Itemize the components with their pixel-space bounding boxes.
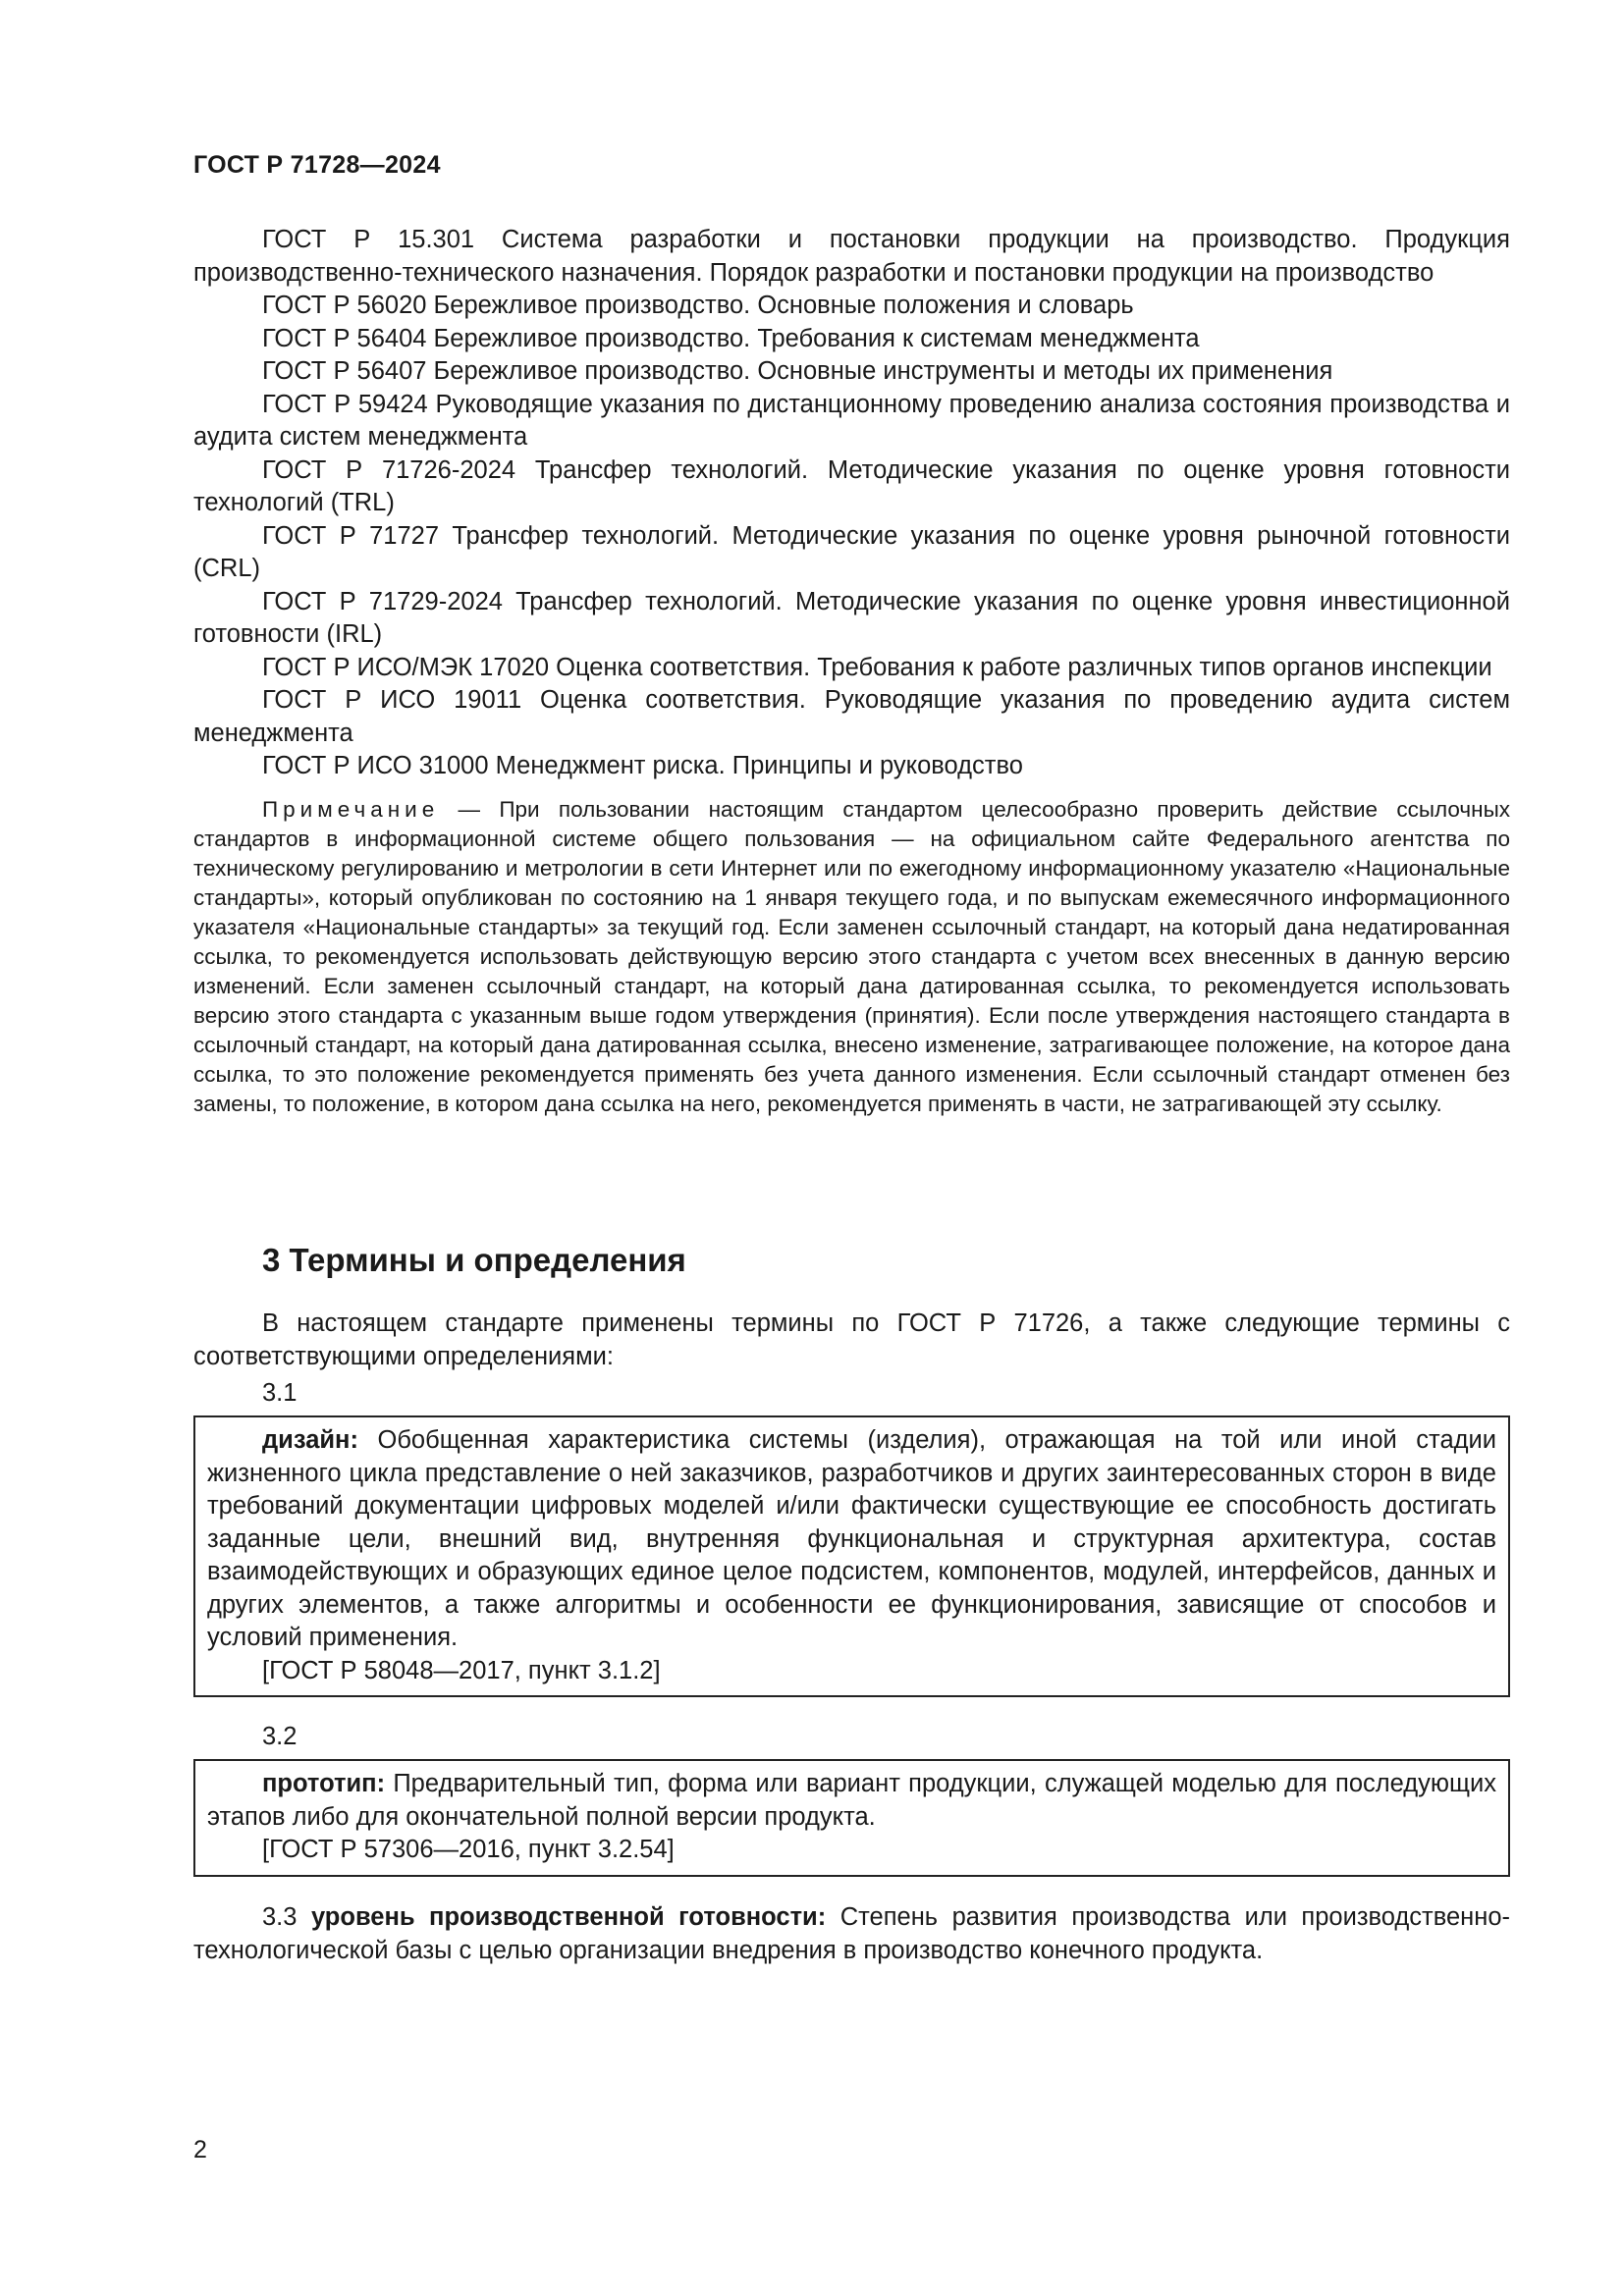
note-label: Примечание: [262, 796, 440, 822]
reference-item: ГОСТ Р 71726-2024 Трансфер технологий. Методические указания по оценке уровня готовности технологий (TRL): [193, 455, 1510, 516]
section-intro: В настоящем стандарте применены термины по ГОСТ Р 71726, а также следующие термины с соответствующими определениями:: [193, 1309, 1510, 1370]
term-paragraph-3-3: [193, 1901, 1510, 1967]
reference-item: ГОСТ Р 56020 Бережливое производство. Основные положения и словарь: [262, 292, 1134, 319]
term-number: 3.3: [262, 1903, 298, 1931]
term-source: [ГОСТ Р 57306—2016, пункт 3.2.54]: [262, 1836, 675, 1863]
term-text: Обобщенная характеристика системы (изделия), отражающая на той или иной стадии жизненного цикла представление о ней заказчиков, разработчиков и других заинтересованных сторон в виде требований документации цифровых моделей и/или фактически существующие ее способность достигать заданные цели, внешний вид, внутренняя функциональная и структурная архитектура, состав взаимодействующих и образующих единое целое подсистем, компонентов, модулей, интерфейсов, данных и других элементов, а также алгоритмы и особенности ее функционирования, зависящие от способов и условий применения.: [207, 1426, 1496, 1651]
term-box-design: [193, 1415, 1510, 1697]
term-number: 3.1: [262, 1379, 298, 1407]
term-name: дизайн:: [262, 1426, 358, 1454]
term-text: Степень развития производства или производственно-технологической базы с целью организации внедрения в производство конечного продукта.: [193, 1903, 1511, 1964]
document-header: ГОСТ Р 71728—2024: [193, 151, 441, 179]
reference-item: ГОСТ Р ИСО/МЭК 17020 Оценка соответствия. Требования к работе различных типов органов инспекции: [262, 653, 1492, 681]
term-text: Предварительный тип, форма или вариант продукции, служащей моделью для последующих этапов либо для окончательной полной версии продукта.: [207, 1770, 1496, 1831]
section-title: 3 Термины и определения: [262, 1242, 686, 1278]
term-box-prototype: [193, 1759, 1510, 1877]
reference-item: ГОСТ Р ИСО 19011 Оценка соответствия. Руководящие указания по проведению аудита систем менеджмента: [193, 686, 1510, 747]
reference-item: ГОСТ Р 56404 Бережливое производство. Требования к системам менеджмента: [262, 324, 1200, 352]
note-paragraph: [193, 795, 1510, 1119]
reference-item: ГОСТ Р 71727 Трансфер технологий. Методические указания по оценке уровня рыночной готовности (CRL): [193, 521, 1510, 582]
page-number: 2: [193, 2136, 207, 2163]
note-text: — При пользовании настоящим стандартом целесообразно проверить действие ссылочных стандартов в информационной системе общего пользования — на официальном сайте Федерального агентства по техническому регулированию и метрологии в сети Интернет или по ежегодному информационному указателю «Национальные стандарты», который опубликован по состоянию на 1 января текущего года, и по выпускам ежемесячного информационного указателя «Национальные стандарты» за текущий год. Если заменен ссылочный стандарт, на который дана недатированная ссылка, то рекомендуется использовать действующую версию этого стандарта с учетом всех внесенных в данную версию изменений. Если заменен ссылочный стандарт, на который дана датированная ссылка, то рекомендуется использовать версию этого стандарта с указанным выше годом утверждения (принятия). Если после утверждения настоящего стандарта в ссылочный стандарт, на который дана датированная ссылка, внесено изменение, затрагивающее положение, на которое дана ссылка, то это положение рекомендуется применять без учета данного изменения. Если ссылочный стандарт отменен без замены, то положение, в котором дана ссылка на него, рекомендуется применять в части, не затрагивающей эту ссылку.: [193, 796, 1510, 1116]
term-name: уровень производственной готовности:: [310, 1903, 827, 1931]
term-number: 3.2: [262, 1723, 298, 1750]
normative-references: [193, 224, 1510, 1119]
reference-item: ГОСТ Р ИСО 31000 Менеджмент риска. Принципы и руководство: [262, 752, 1023, 779]
reference-item: ГОСТ Р 15.301 Система разработки и постановки продукции на производство. Продукция производственно-технического назначения. Порядок разработки и постановки продукции на производство: [193, 226, 1510, 287]
reference-item: ГОСТ Р 59424 Руководящие указания по дистанционному проведению анализа состояния производства и аудита систем менеджмента: [193, 390, 1510, 451]
term-name: прототип:: [262, 1770, 386, 1797]
reference-item: ГОСТ Р 56407 Бережливое производство. Основные инструменты и методы их применения: [262, 357, 1333, 385]
term-definition: [207, 1768, 1496, 1834]
reference-item: ГОСТ Р 71729-2024 Трансфер технологий. Методические указания по оценке уровня инвестиционной готовности (IRL): [193, 587, 1510, 648]
term-source: [ГОСТ Р 58048—2017, пункт 3.1.2]: [262, 1656, 661, 1684]
term-definition: [207, 1424, 1496, 1655]
